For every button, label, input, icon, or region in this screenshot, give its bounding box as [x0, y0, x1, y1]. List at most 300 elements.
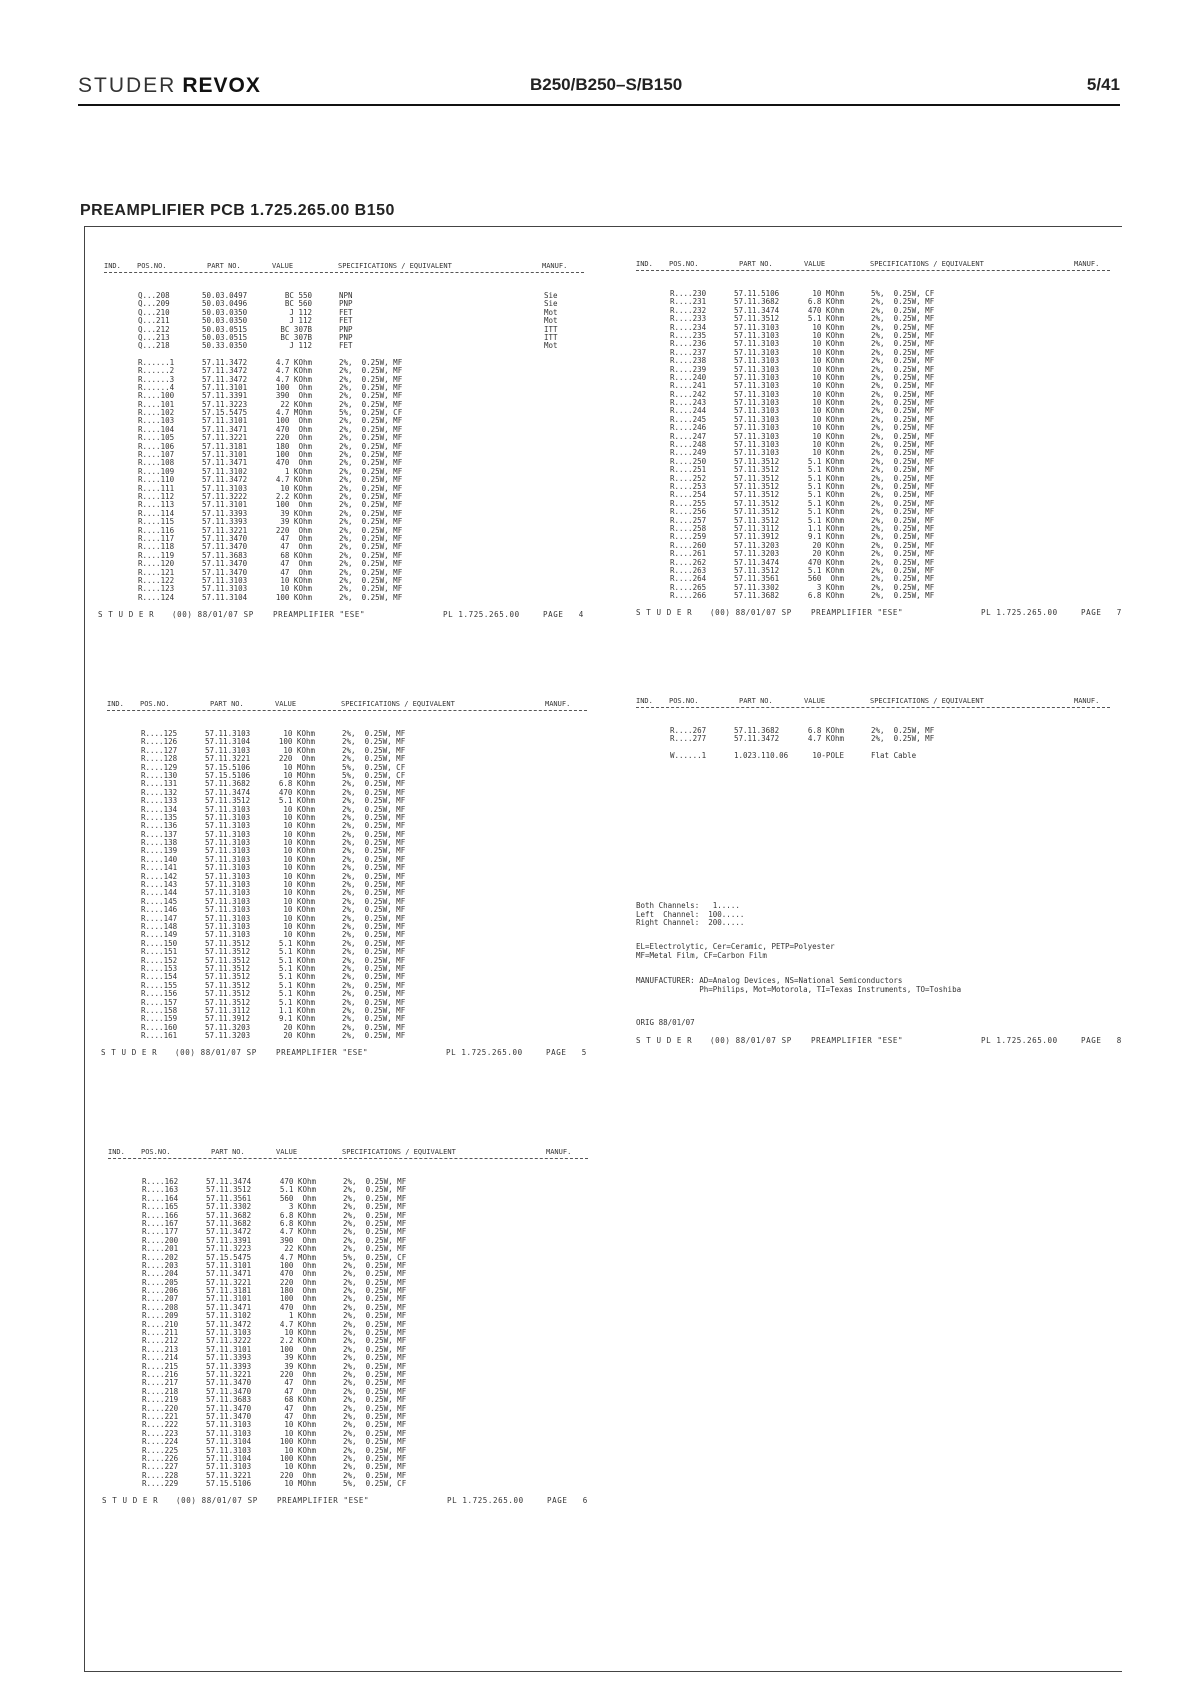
table-cell: R....217: [142, 1378, 179, 1388]
table-cell: 10 KOhm: [283, 880, 315, 890]
table-cell: 47 Ohm: [280, 567, 312, 577]
table-cell: 57.11.3101: [202, 416, 248, 426]
table-cell: 1.023.110.06: [734, 750, 789, 760]
table-cell: 10 KOhm: [280, 575, 312, 585]
table-cell: R....123: [138, 584, 175, 594]
table-cell: 2%, 0.25W, MF: [339, 517, 403, 527]
table-cell: 5.1 KOhm: [807, 314, 844, 324]
column-header: POS.NO.: [137, 262, 167, 270]
table-cell: 20 KOhm: [812, 549, 844, 559]
table-cell: 10 KOhm: [812, 398, 844, 408]
table-cell: 2%, 0.25W, MF: [343, 1218, 407, 1228]
table-cell: 57.11.3103: [205, 913, 251, 923]
table-cell: 2%, 0.25W, MF: [342, 745, 406, 755]
table-cell: 3 KOhm: [816, 582, 844, 592]
table-cell: R....164: [142, 1193, 179, 1203]
table-cell: 57.11.3102: [206, 1311, 252, 1321]
notes-block: MANUFACTURER: AD=Analog Devices, NS=National Semiconductors Ph=Philips, Mot=Motorola, TI=Texas Instruments, TO=Toshiba: [636, 976, 962, 994]
sheet-footer-page: PAGE 8: [1081, 1036, 1122, 1045]
table-cell: 57.11.3470: [206, 1386, 252, 1396]
table-cell: 57.11.3103: [734, 339, 780, 349]
table-cell: R....220: [142, 1403, 179, 1413]
table-cell: R....160: [141, 1022, 178, 1032]
table-cell: 10 KOhm: [812, 389, 844, 399]
table-cell: R....241: [670, 381, 707, 391]
table-cell: R....205: [142, 1277, 179, 1287]
table-cell: R....258: [670, 523, 707, 533]
table-cell: 50.03.0515: [202, 324, 248, 334]
notes-block: Both Channels: 1..... Left Channel: 100..... Right Channel: 200.....: [636, 901, 745, 928]
table-cell: 57.11.3103: [205, 829, 251, 839]
table-cell: 2%, 0.25W, MF: [339, 366, 403, 376]
table-cell: R....238: [670, 356, 707, 366]
table-cell: 57.11.3512: [734, 473, 780, 483]
table-cell: Q...212: [138, 324, 170, 334]
table-cell: 57.11.3512: [205, 989, 251, 999]
table-cell: Q...211: [138, 316, 170, 326]
table-cell: 2%, 0.25W, MF: [342, 880, 406, 890]
table-cell: R....206: [142, 1286, 179, 1296]
table-cell: 2%, 0.25W, MF: [871, 473, 935, 483]
table-cell: 470 Ohm: [275, 424, 312, 434]
table-cell: 2%, 0.25W, MF: [871, 549, 935, 559]
table-cell: 57.11.3682: [206, 1210, 252, 1220]
table-cell: FET: [339, 307, 353, 317]
table-cell: R....251: [670, 465, 707, 475]
table-cell: 57.11.3103: [205, 804, 251, 814]
table-cell: 57.15.5106: [205, 762, 251, 772]
table-cell: 2%, 0.25W, MF: [339, 433, 403, 443]
table-cell: 2%, 0.25W, MF: [342, 1014, 406, 1024]
table-cell: 10 KOhm: [812, 347, 844, 357]
table-cell: BC 307B: [280, 324, 312, 334]
table-cell: 10 MOhm: [283, 762, 315, 772]
table-cell: 57.11.3103: [206, 1462, 252, 1472]
table-cell: 10 KOhm: [812, 356, 844, 366]
table-cell: 10 KOhm: [284, 1462, 316, 1472]
column-header: IND.: [636, 260, 653, 268]
table-cell: 2%, 0.25W, MF: [343, 1302, 407, 1312]
table-cell: 2%, 0.25W, MF: [871, 456, 935, 466]
table-cell: 5.1 KOhm: [278, 938, 315, 948]
table-cell: 2%, 0.25W, MF: [343, 1353, 407, 1363]
table-cell: 2%, 0.25W, MF: [343, 1235, 407, 1245]
table-cell: 57.11.3181: [202, 441, 248, 451]
table-cell: 2%, 0.25W, MF: [871, 356, 935, 366]
table-cell: 100 Ohm: [275, 500, 312, 510]
table-cell: R....228: [142, 1470, 179, 1480]
table-cell: R....122: [138, 575, 175, 585]
table-cell: 220 Ohm: [278, 754, 315, 764]
table-cell: R....133: [141, 796, 178, 806]
table-cell: R....237: [670, 347, 707, 357]
table-cell: 57.11.3102: [202, 466, 248, 476]
table-cell: 57.11.3103: [205, 838, 251, 848]
table-cell: 57.11.3103: [202, 584, 248, 594]
table-cell: 47 Ohm: [284, 1403, 316, 1413]
table-cell: 2%, 0.25W, MF: [871, 726, 935, 735]
table-cell: R....117: [138, 533, 175, 543]
table-cell: R....109: [138, 466, 175, 476]
table-cell: 57.11.3104: [202, 592, 248, 602]
table-cell: 6.8 KOhm: [279, 1210, 316, 1220]
table-cell: R....114: [138, 508, 175, 518]
table-cell: 57.11.3103: [734, 330, 780, 340]
table-cell: 57.11.3512: [734, 490, 780, 500]
table-cell: 2%, 0.25W, MF: [339, 592, 403, 602]
table-cell: Q...218: [138, 341, 170, 351]
table-cell: 57.11.3103: [734, 322, 780, 332]
table-cell: 9.1 KOhm: [807, 532, 844, 542]
table-cell: Sie: [544, 291, 558, 300]
table-cell: 10 KOhm: [284, 1328, 316, 1338]
table-cell: 100 KOhm: [278, 737, 315, 747]
table-cell: Q...208: [138, 291, 170, 300]
table-cell: 2%, 0.25W, MF: [343, 1445, 407, 1455]
table-cell: 2%, 0.25W, MF: [342, 1031, 406, 1041]
table-cell: 2%, 0.25W, MF: [342, 804, 406, 814]
table-cell: 2%, 0.25W, MF: [342, 821, 406, 831]
table-cell: 10 KOhm: [812, 440, 844, 450]
table-cell: 50.33.0350: [202, 341, 248, 351]
table-cell: 2%, 0.25W, MF: [343, 1437, 407, 1447]
table-cell: 57.11.3512: [734, 515, 780, 525]
table-cell: 5.1 KOhm: [278, 972, 315, 982]
table-cell: 57.11.3472: [206, 1227, 252, 1237]
table-cell: 2%, 0.25W, MF: [343, 1202, 407, 1212]
table-cell: R....236: [670, 339, 707, 349]
parts-table: [108, 1178, 598, 1488]
table-cell: 39 KOhm: [284, 1353, 316, 1363]
table-row: [636, 592, 1120, 600]
table-cell: R....255: [670, 498, 707, 508]
header-divider: [107, 710, 587, 711]
table-cell: R....257: [670, 515, 707, 525]
table-cell: R....267: [670, 726, 707, 735]
table-cell: 2%, 0.25W, MF: [871, 440, 935, 450]
sheet-footer-date: (00) 88/01/07 SP: [175, 1047, 257, 1057]
table-cell: 10 KOhm: [812, 339, 844, 349]
table-cell: R....154: [141, 972, 178, 982]
table-cell: 2%, 0.25W, MF: [343, 1386, 407, 1396]
table-cell: 2%, 0.25W, MF: [342, 989, 406, 999]
table-cell: 57.11.3103: [205, 880, 251, 890]
table-cell: 470 Ohm: [279, 1302, 316, 1312]
table-cell: 2%, 0.25W, MF: [342, 871, 406, 881]
table-cell: 57.11.3103: [205, 896, 251, 906]
table-cell: 4.7 KOhm: [275, 357, 312, 367]
sheet-footer-studer: S T U D E R: [98, 609, 155, 619]
table-cell: R....141: [141, 863, 178, 873]
table-cell: R....104: [138, 424, 175, 434]
table-cell: 2%, 0.25W, MF: [871, 448, 935, 458]
table-cell: R......2: [138, 366, 175, 376]
column-header: IND.: [636, 697, 653, 705]
table-cell: R....230: [670, 289, 707, 298]
table-cell: 4.7 KOhm: [807, 734, 844, 744]
table-cell: 10 KOhm: [283, 888, 315, 898]
table-cell: R....134: [141, 804, 178, 814]
table-cell: 10 KOhm: [812, 330, 844, 340]
table-cell: R....110: [138, 475, 175, 485]
table-cell: 10 KOhm: [812, 448, 844, 458]
table-cell: 47 Ohm: [284, 1411, 316, 1421]
table-cell: R......3: [138, 374, 175, 384]
table-cell: 57.11.3101: [202, 500, 248, 510]
table-cell: 47 Ohm: [284, 1386, 316, 1396]
table-cell: R....105: [138, 433, 175, 443]
table-cell: 57.11.3472: [202, 366, 248, 376]
table-cell: 5.1 KOhm: [278, 796, 315, 806]
sheet-footer-studer: S T U D E R: [636, 1036, 693, 1045]
table-cell: 2%, 0.25W, MF: [871, 540, 935, 550]
table-cell: 2%, 0.25W, MF: [343, 1260, 407, 1270]
table-cell: 57.11.3470: [206, 1403, 252, 1413]
table-row: [108, 1480, 598, 1488]
table-cell: 10 KOhm: [284, 1428, 316, 1438]
table-cell: R....116: [138, 525, 175, 535]
table-cell: 2%, 0.25W, MF: [343, 1210, 407, 1220]
table-cell: 6.8 KOhm: [278, 779, 315, 789]
table-cell: R....256: [670, 507, 707, 517]
table-cell: 2%, 0.25W, MF: [343, 1244, 407, 1254]
table-cell: 57.11.3470: [202, 533, 248, 543]
table-cell: 2%, 0.25W, MF: [343, 1319, 407, 1329]
table-cell: R....202: [142, 1252, 179, 1262]
table-cell: Mot: [544, 316, 558, 326]
table-cell: 57.11.3103: [205, 863, 251, 873]
table-cell: 57.11.3512: [734, 481, 780, 491]
table-cell: R....201: [142, 1244, 179, 1254]
table-cell: 10 KOhm: [280, 483, 312, 493]
table-cell: 10 KOhm: [812, 414, 844, 424]
table-cell: 57.11.3104: [206, 1437, 252, 1447]
table-cell: 2.2 KOhm: [275, 491, 312, 501]
table-cell: 57.11.3101: [206, 1294, 252, 1304]
table-cell: 2%, 0.25W, MF: [871, 465, 935, 475]
table-cell: 180 Ohm: [275, 441, 312, 451]
sheet-footer-name: PREAMPLIFIER "ESE": [273, 609, 366, 619]
table-cell: 2%, 0.25W, MF: [343, 1395, 407, 1405]
table-cell: 22 KOhm: [284, 1244, 316, 1254]
table-cell: R....125: [141, 729, 178, 738]
table-cell: 2%, 0.25W, MF: [871, 381, 935, 391]
table-cell: 2%, 0.25W, MF: [871, 507, 935, 517]
table-cell: R....165: [142, 1202, 179, 1212]
table-cell: R....167: [142, 1218, 179, 1228]
table-cell: 47 Ohm: [280, 542, 312, 552]
table-cell: 57.11.3512: [206, 1185, 252, 1195]
table-cell: R....108: [138, 458, 175, 468]
table-cell: 5.1 KOhm: [807, 481, 844, 491]
table-cell: 2%, 0.25W, MF: [339, 550, 403, 560]
table-cell: R....147: [141, 913, 178, 923]
table-row: [107, 1032, 597, 1040]
table-cell: 57.11.3512: [734, 565, 780, 575]
brand-logo: STUDER REVOX: [78, 74, 261, 97]
table-cell: 4.7 KOhm: [275, 366, 312, 376]
table-cell: 57.11.3470: [206, 1378, 252, 1388]
table-cell: 2%, 0.25W, MF: [342, 737, 406, 747]
table-cell: 20 KOhm: [283, 1031, 315, 1041]
table-cell: 2%, 0.25W, MF: [339, 382, 403, 392]
table-cell: 57.11.3391: [202, 391, 248, 401]
table-cell: 2%, 0.25W, MF: [339, 483, 403, 493]
table-cell: 2%, 0.25W, MF: [871, 398, 935, 408]
table-cell: W......1: [670, 750, 707, 760]
table-cell: R....259: [670, 532, 707, 542]
table-cell: BC 307B: [280, 332, 312, 342]
table-cell: 57.11.3203: [734, 549, 780, 559]
table-cell: R....129: [141, 762, 178, 772]
table-cell: 1 KOhm: [284, 466, 312, 476]
table-cell: 2%, 0.25W, MF: [339, 458, 403, 468]
table-cell: 2%, 0.25W, MF: [339, 575, 403, 585]
table-cell: R....221: [142, 1411, 179, 1421]
table-cell: 2%, 0.25W, MF: [342, 754, 406, 764]
table-cell: ITT: [544, 324, 558, 334]
table-cell: 57.11.3103: [205, 846, 251, 856]
table-cell: R....163: [142, 1185, 179, 1195]
model-number: B250/B250–S/B150: [530, 75, 683, 94]
table-cell: 57.11.3471: [206, 1302, 252, 1312]
table-cell: R....148: [141, 921, 178, 931]
table-cell: 2%, 0.25W, MF: [342, 947, 406, 957]
table-cell: 2%, 0.25W, MF: [871, 330, 935, 340]
table-cell: 57.11.3103: [734, 364, 780, 374]
table-cell: 2%, 0.25W, MF: [343, 1269, 407, 1279]
table-cell: BC 560: [284, 299, 312, 309]
table-cell: 2%, 0.25W, MF: [342, 779, 406, 789]
table-cell: 57.11.3472: [202, 475, 248, 485]
table-cell: 57.11.3103: [734, 389, 780, 399]
table-cell: 57.11.3223: [206, 1244, 252, 1254]
table-cell: J 112: [289, 316, 312, 326]
table-cell: 57.11.3223: [202, 399, 248, 409]
table-cell: 10 KOhm: [284, 1420, 316, 1430]
table-cell: 47 Ohm: [280, 559, 312, 569]
table-cell: 5.1 KOhm: [807, 456, 844, 466]
header-divider: [108, 1158, 588, 1159]
table-cell: 57.15.5106: [206, 1479, 252, 1489]
table-cell: R....262: [670, 557, 707, 567]
table-cell: 2%, 0.25W, MF: [871, 347, 935, 357]
table-cell: 57.11.3391: [206, 1235, 252, 1245]
table-cell: 57.11.3203: [734, 540, 780, 550]
table-cell: 10 KOhm: [283, 829, 315, 839]
table-cell: 4.7 MOhm: [275, 408, 312, 418]
table-cell: 5%, 0.25W, CF: [343, 1479, 407, 1489]
table-cell: 10 KOhm: [283, 921, 315, 931]
table-cell: 2%, 0.25W, MF: [342, 963, 406, 973]
table-cell: 10 KOhm: [812, 322, 844, 332]
table-cell: 2%, 0.25W, MF: [871, 515, 935, 525]
table-cell: 57.11.3181: [206, 1286, 252, 1296]
table-cell: 20 KOhm: [283, 1022, 315, 1032]
table-cell: 2%, 0.25W, MF: [342, 980, 406, 990]
table-cell: R....161: [141, 1031, 178, 1041]
table-cell: 50.03.0350: [202, 316, 248, 326]
table-cell: PNP: [339, 332, 353, 342]
sheet-footer-pl: PL 1.725.265.00: [981, 1036, 1058, 1045]
table-cell: 1.1 KOhm: [278, 1005, 315, 1015]
table-cell: R....140: [141, 854, 178, 864]
table-cell: R....126: [141, 737, 178, 747]
table-cell: R......4: [138, 382, 175, 392]
column-header: PART NO.: [211, 1148, 245, 1156]
table-cell: 57.11.3103: [205, 729, 251, 738]
table-cell: 50.03.0496: [202, 299, 248, 309]
table-cell: 10 KOhm: [283, 804, 315, 814]
table-cell: 2%, 0.25W, MF: [343, 1177, 407, 1186]
table-cell: 2%, 0.25W, MF: [871, 591, 935, 601]
table-cell: 47 Ohm: [284, 1378, 316, 1388]
table-cell: R....253: [670, 481, 707, 491]
table-cell: 10 KOhm: [283, 871, 315, 881]
table-cell: R....254: [670, 490, 707, 500]
table-cell: PNP: [339, 299, 353, 309]
table-cell: 57.11.3682: [734, 297, 780, 307]
table-cell: 4.7 KOhm: [279, 1319, 316, 1329]
table-cell: 2%, 0.25W, MF: [871, 481, 935, 491]
table-cell: 57.11.3683: [206, 1395, 252, 1405]
table-cell: R....106: [138, 441, 175, 451]
table-cell: 10 MOhm: [812, 289, 844, 298]
table-cell: 2%, 0.25W, MF: [871, 490, 935, 500]
table-cell: R....150: [141, 938, 178, 948]
table-cell: 2%, 0.25W, MF: [342, 1022, 406, 1032]
table-cell: 2%, 0.25W, MF: [339, 399, 403, 409]
table-cell: 2%, 0.25W, MF: [339, 374, 403, 384]
table-cell: 57.11.3393: [202, 517, 248, 527]
table-cell: 57.11.3393: [206, 1361, 252, 1371]
table-cell: 2%, 0.25W, MF: [339, 508, 403, 518]
table-cell: 2%, 0.25W, MF: [871, 565, 935, 575]
table-cell: 57.11.3103: [205, 745, 251, 755]
table-cell: R....107: [138, 450, 175, 460]
table-cell: 100 Ohm: [275, 450, 312, 460]
table-cell: 57.11.3512: [734, 456, 780, 466]
table-cell: 57.11.3474: [206, 1177, 252, 1186]
sheet-footer-date: (00) 88/01/07 SP: [176, 1495, 258, 1505]
table-cell: 57.11.3470: [202, 567, 248, 577]
sheet-footer-page: PAGE 6: [547, 1495, 588, 1505]
table-cell: 2%, 0.25W, MF: [343, 1378, 407, 1388]
table-cell: 57.11.3682: [206, 1218, 252, 1228]
table-cell: 57.11.3512: [205, 796, 251, 806]
table-cell: 100 Ohm: [275, 382, 312, 392]
table-cell: 2%, 0.25W, MF: [343, 1462, 407, 1472]
table-cell: ITT: [544, 332, 558, 342]
table-cell: 2%, 0.25W, MF: [342, 930, 406, 940]
table-cell: R....159: [141, 1014, 178, 1024]
parts-table: [107, 730, 597, 1040]
column-header: PART NO.: [207, 262, 241, 270]
table-cell: 560 Ohm: [279, 1193, 316, 1203]
column-header: SPECIFICATIONS / EQUIVALENT: [870, 260, 984, 268]
table-cell: 10 KOhm: [283, 838, 315, 848]
table-cell: 2%, 0.25W, MF: [343, 1336, 407, 1346]
table-cell: 57.11.3393: [202, 508, 248, 518]
table-cell: Q...209: [138, 299, 170, 309]
table-cell: R....248: [670, 440, 707, 450]
table-cell: 57.11.3512: [205, 972, 251, 982]
table-cell: 2%, 0.25W, MF: [871, 322, 935, 332]
table-cell: R....225: [142, 1445, 179, 1455]
column-header: MANUF.: [1074, 697, 1100, 705]
table-cell: 57.11.3103: [734, 440, 780, 450]
table-cell: 57.11.3103: [205, 921, 251, 931]
